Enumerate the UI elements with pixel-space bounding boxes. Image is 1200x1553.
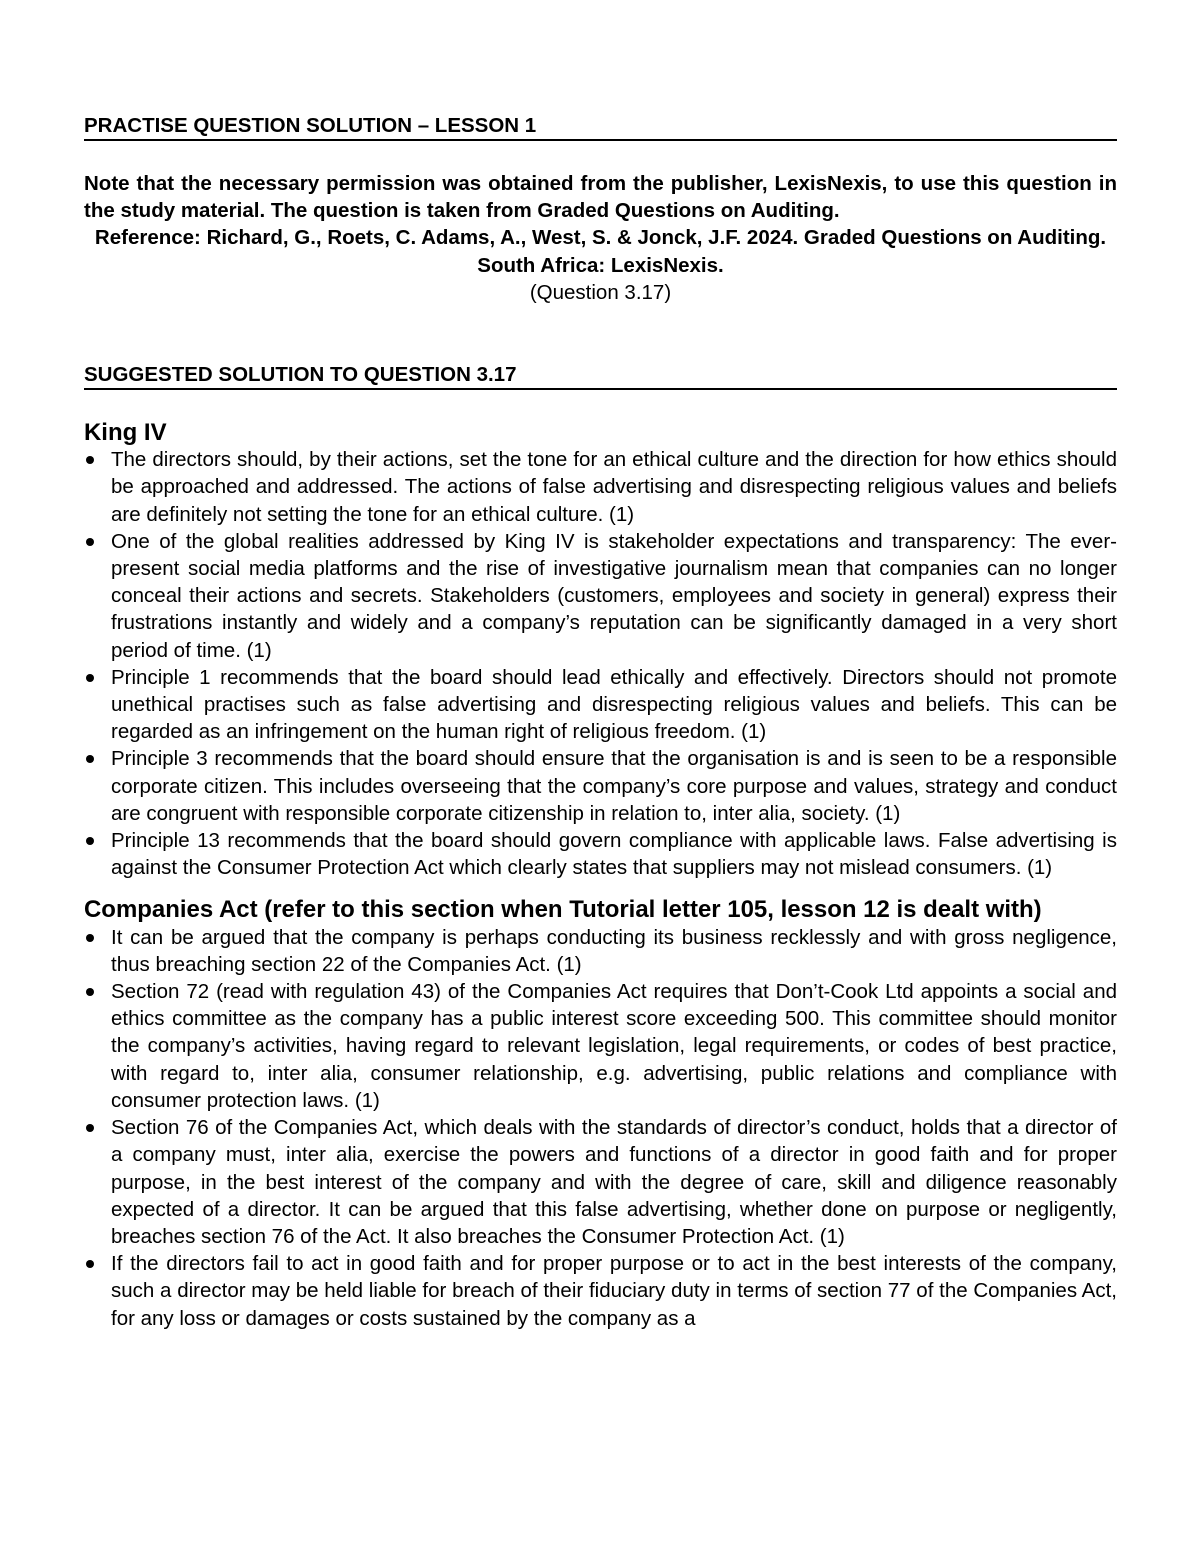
reference-text: Reference: Richard, G., Roets, C. Adams, A., West, S. & Jonck, J.F. 2024. Graded Questions on Auditing.: [94, 226, 1107, 250]
list-item: [84, 1114, 1117, 1250]
list-item: [84, 745, 1117, 827]
list-item-text: Principle 3 recommends that the board should ensure that the organisation is and is seen to be a responsible corporate citizen. This includes overseeing that the company’s core purpose and values, strategy and conduct are congruent with responsible corporate citizenship in relation to, inter alia, society. (1): [111, 747, 1117, 825]
list-item-text: Principle 1 recommends that the board should lead ethically and effectively. Directors should not promote unethical practises such as false advertising and disrespecting religious values and beliefs. This can be regarded as an infringement on the human right of religious freedom. (1): [111, 665, 1117, 744]
list-item-text: Principle 13 recommends that the board should govern compliance with applicable laws. False advertising is against the Consumer Protection Act which clearly states that suppliers may not mislead consumers. (1): [111, 829, 1117, 880]
list-item: [84, 664, 1117, 746]
bullet-icon: [86, 755, 94, 763]
solution-heading: SUGGESTED SOLUTION TO QUESTION 3.17: [84, 361, 1117, 390]
bullet-icon: [86, 1124, 94, 1132]
list-item: [84, 827, 1117, 881]
list-item: [84, 1250, 1117, 1332]
publisher-text: South Africa: LexisNexis.: [477, 253, 724, 277]
list-item-text: Section 76 of the Companies Act, which deals with the standards of director’s conduct, holds that a director of a company must, inter alia, exercise the powers and functions of a director in good faith and for proper purpose, in the best interest of the company and with the degree of care, skill and diligence reasonably expected of a director. It can be argued that this false advertising, whether done on purpose or negligently, breaches section 76 of the Act. It also breaches the Consumer Protection Act. (1): [111, 1116, 1117, 1248]
companies-act-heading: Companies Act (refer to this section when Tutorial letter 105, lesson 12 is dealt with): [84, 896, 1042, 924]
list-item-text: Section 72 (read with regulation 43) of the Companies Act requires that Don’t-Cook Ltd appoints a social and ethics committee as the company has a public interest score exceeding 500. This committee should monitor the company’s activities, having regard to relevant legislation, legal requirements, or codes of best practice, with regard to, inter alia, consumer relationship, e.g. advertising, public relations and compliance with consumer protection laws. (1): [111, 980, 1117, 1112]
question-reference: (Question 3.17): [529, 280, 672, 304]
bullet-icon: [86, 837, 94, 845]
king-iv-heading: King IV: [84, 419, 167, 447]
list-item-text: The directors should, by their actions, set the tone for an ethical culture and the direction for how ethics should be approached and addressed. The actions of false advertising and disrespecting religious values and beliefs are definitely not setting the tone for an ethical culture. (1): [111, 448, 1117, 526]
list-item: [84, 978, 1117, 1114]
permission-note: [84, 170, 1117, 306]
companies-act-list: [84, 924, 1117, 1332]
list-item-text: If the directors fail to act in good faith and for proper purpose or to act in the best interests of the company, such a director may be held liable for breach of their fiduciary duty in terms of section 77 of the Companies Act, for any loss or damages or costs sustained by the company as a: [111, 1252, 1117, 1330]
list-item-text: One of the global realities addressed by King IV is stakeholder expectations and transparency: The ever-present social media platforms and the rise of investigative journalism mean that companies can no longer conceal their actions and secrets. Stakeholders (customers, employees and society in general) express their frustrations instantly and widely and a company’s reputation can be significantly damaged in a very short period of time. (1): [111, 529, 1117, 662]
bullet-icon: [86, 988, 94, 996]
page-title: PRACTISE QUESTION SOLUTION – LESSON 1: [84, 112, 1117, 141]
permission-text: Note that the necessary permission was obtained from the publisher, LexisNexis, to use this question in the study material. The question is taken from Graded Questions on Auditing.: [84, 172, 1117, 223]
list-item: [84, 528, 1117, 664]
king-iv-list: [84, 446, 1117, 881]
bullet-icon: [86, 1260, 94, 1268]
document-page: [84, 112, 1117, 1332]
bullet-icon: [86, 538, 94, 546]
list-item-text: It can be argued that the company is perhaps conducting its business recklessly and with gross negligence, thus breaching section 22 of the Companies Act. (1): [111, 925, 1117, 976]
bullet-icon: [86, 934, 94, 942]
bullet-icon: [86, 674, 94, 682]
list-item: [84, 446, 1117, 528]
bullet-icon: [86, 456, 94, 464]
list-item: [84, 924, 1117, 978]
